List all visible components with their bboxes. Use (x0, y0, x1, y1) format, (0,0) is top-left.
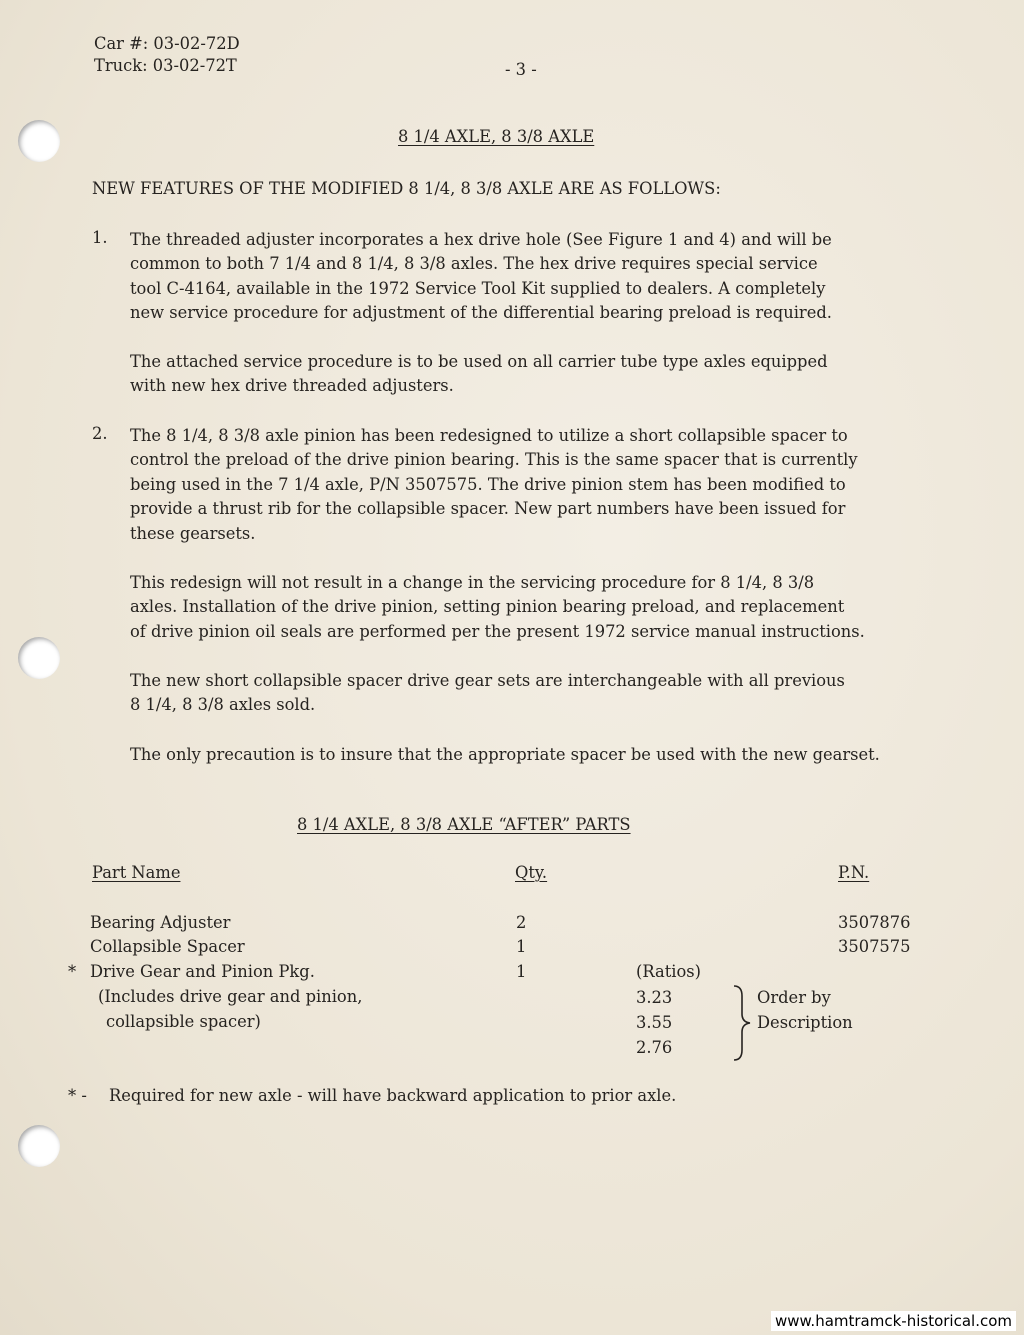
line: being used in the 7 1/4 axle, P/N 3507575. The drive pinion stem has been modified to (130, 474, 846, 494)
line: This redesign will not result in a change in the servicing procedure for 8 1/4, 8 3/8 (130, 573, 815, 592)
line: control the preload of the drive pinion bearing. This is the same spacer that is currently (130, 450, 858, 470)
line: The new short collapsible spacer drive gear sets are interchangeable with all previous (130, 671, 845, 690)
page-number: - 3 - (505, 60, 537, 79)
part-qty-drive-gear: 1 (516, 962, 527, 981)
intro-heading: NEW FEATURES OF THE MODIFIED 8 1/4, 8 3/8 AXLE ARE AS FOLLOWS: (92, 179, 721, 198)
car-number: Car #: 03-02-72D (94, 34, 240, 53)
punch-hole-top (18, 120, 60, 162)
parts-title: 8 1/4 AXLE, 8 3/8 AXLE “AFTER” PARTS (297, 815, 631, 834)
line: The only precaution is to insure that the appropriate spacer be used with the new gearset. (130, 745, 880, 764)
line: axles. Installation of the drive pinion, setting pinion bearing preload, and replacement (130, 597, 845, 617)
part-qty-bearing-adjuster: 2 (516, 913, 527, 932)
item-1-note (130, 350, 930, 399)
ratio-value: 3.55 (636, 1013, 673, 1032)
header-pn: P.N. (838, 863, 870, 882)
includes-line-2: collapsible spacer) (106, 1012, 261, 1031)
item-2-note-3 (130, 743, 930, 767)
part-pn-drive-gear: (Ratios) (636, 962, 701, 981)
includes-line-1: (Includes drive gear and pinion, (98, 987, 363, 1006)
line: provide a thrust rib for the collapsible spacer. New part numbers have been issued for (130, 499, 846, 519)
part-name-drive-gear: Drive Gear and Pinion Pkg. (90, 962, 315, 981)
part-pn-bearing-adjuster: 3507876 (838, 913, 911, 932)
document-title: 8 1/4 AXLE, 8 3/8 AXLE (398, 127, 595, 146)
part-name-bearing-adjuster: Bearing Adjuster (90, 913, 231, 932)
item-1-number: 1. (92, 228, 108, 247)
header-part-name: Part Name (92, 863, 181, 882)
item-1-paragraph (130, 228, 930, 326)
footnote-text: Required for new axle - will have backward application to prior axle. (109, 1086, 677, 1105)
line: The attached service procedure is to be used on all carrier tube type axles equipped (130, 352, 828, 371)
line: these gearsets. (130, 523, 256, 543)
line: The threaded adjuster incorporates a hex drive hole (See Figure 1 and 4) and will be (130, 230, 832, 249)
line: of drive pinion oil seals are performed per the present 1972 service manual instructions. (130, 621, 865, 641)
punch-hole-middle (18, 637, 60, 679)
punch-hole-bottom (18, 1125, 60, 1167)
line: common to both 7 1/4 and 8 1/4, 8 3/8 axles. The hex drive requires special service (130, 254, 818, 274)
curly-brace-icon (730, 984, 752, 1062)
item-2-note (130, 571, 930, 644)
item-2-note-2 (130, 669, 930, 718)
line: tool C-4164, available in the 1972 Service Tool Kit supplied to dealers. A completely (130, 278, 826, 298)
header-qty: Qty. (515, 863, 548, 882)
order-description-label: Description (757, 1013, 853, 1032)
part-pn-collapsible-spacer: 3507575 (838, 937, 911, 956)
truck-number: Truck: 03-02-72T (94, 56, 237, 75)
part-qty-collapsible-spacer: 1 (516, 937, 527, 956)
item-2-number: 2. (92, 424, 108, 443)
asterisk-marker: * (68, 962, 77, 981)
ratio-value: 3.23 (636, 988, 673, 1007)
line: with new hex drive threaded adjusters. (130, 376, 454, 396)
line: 8 1/4, 8 3/8 axles sold. (130, 695, 316, 715)
ratio-value: 2.76 (636, 1038, 673, 1057)
line: The 8 1/4, 8 3/8 axle pinion has been redesigned to utilize a short collapsible spacer to (130, 426, 848, 445)
footnote-marker: * - (68, 1086, 87, 1105)
site-watermark: www.hamtramck-historical.com (771, 1311, 1016, 1331)
item-2-paragraph (130, 424, 930, 546)
part-name-collapsible-spacer: Collapsible Spacer (90, 937, 245, 956)
order-by-label: Order by (757, 988, 831, 1007)
line: new service procedure for adjustment of the differential bearing preload is required. (130, 303, 832, 323)
